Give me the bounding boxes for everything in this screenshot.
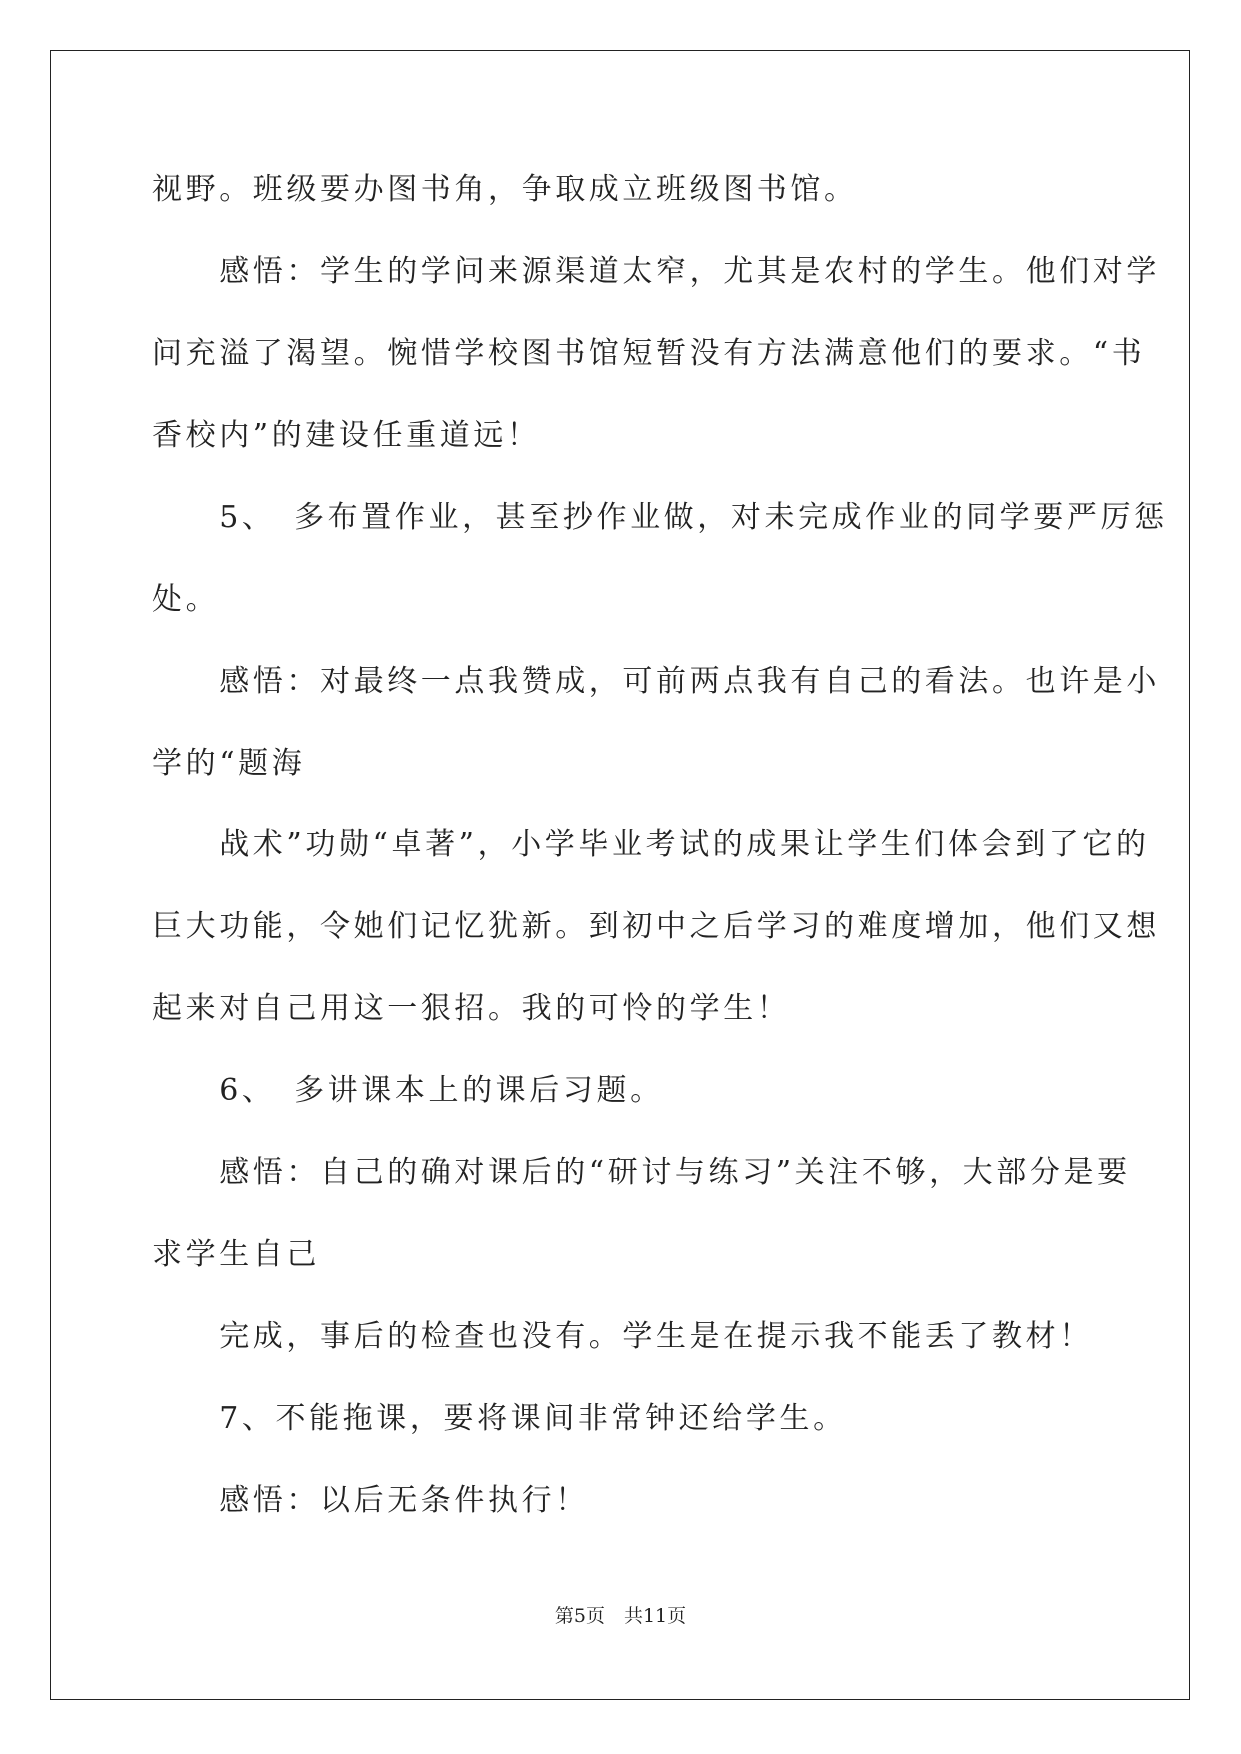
- body-line: 5、 多布置作业，甚至抄作业做，对未完成作业的同学要严厉惩: [152, 500, 1168, 535]
- body-line: 感悟：学生的学问来源渠道太窄，尤其是农村的学生。他们对学: [152, 254, 1160, 289]
- body-line: 巨大功能，令她们记忆犹新。到初中之后学习的难度增加，他们又想: [152, 909, 1160, 944]
- page-border: [50, 50, 1190, 1700]
- body-line: 感悟：对最终一点我赞成，可前两点我有自己的看法。也许是小: [152, 664, 1160, 699]
- body-line: 战术”功勋“卓著”，小学毕业考试的成果让学生们体会到了它的: [152, 827, 1150, 862]
- body-line: 6、 多讲课本上的课后习题。: [152, 1073, 664, 1108]
- body-line: 学的“题海: [152, 746, 306, 781]
- body-line: 完成，事后的检查也没有。学生是在提示我不能丢了教材！: [152, 1319, 1093, 1354]
- body-line: 处。: [152, 582, 220, 617]
- body-line: 香校内”的建设任重道远！: [152, 418, 541, 453]
- body-line: 感悟：自己的确对课后的“研讨与练习”关注不够，大部分是要: [152, 1155, 1131, 1190]
- body-line: 起来对自己用这一狠招。我的可怜的学生！: [152, 991, 791, 1026]
- body-line: 感悟：以后无条件执行！: [152, 1483, 589, 1518]
- body-line: 视野。班级要办图书角，争取成立班级图书馆。: [152, 172, 858, 207]
- page-number-footer: 第5页 共11页: [554, 1605, 687, 1627]
- body-line: 问充溢了渴望。惋惜学校图书馆短暂没有方法满意他们的要求。“书: [152, 336, 1146, 371]
- body-line: 求学生自己: [152, 1237, 320, 1272]
- body-line: 7、不能拖课，要将课间非常钟还给学生。: [152, 1401, 847, 1436]
